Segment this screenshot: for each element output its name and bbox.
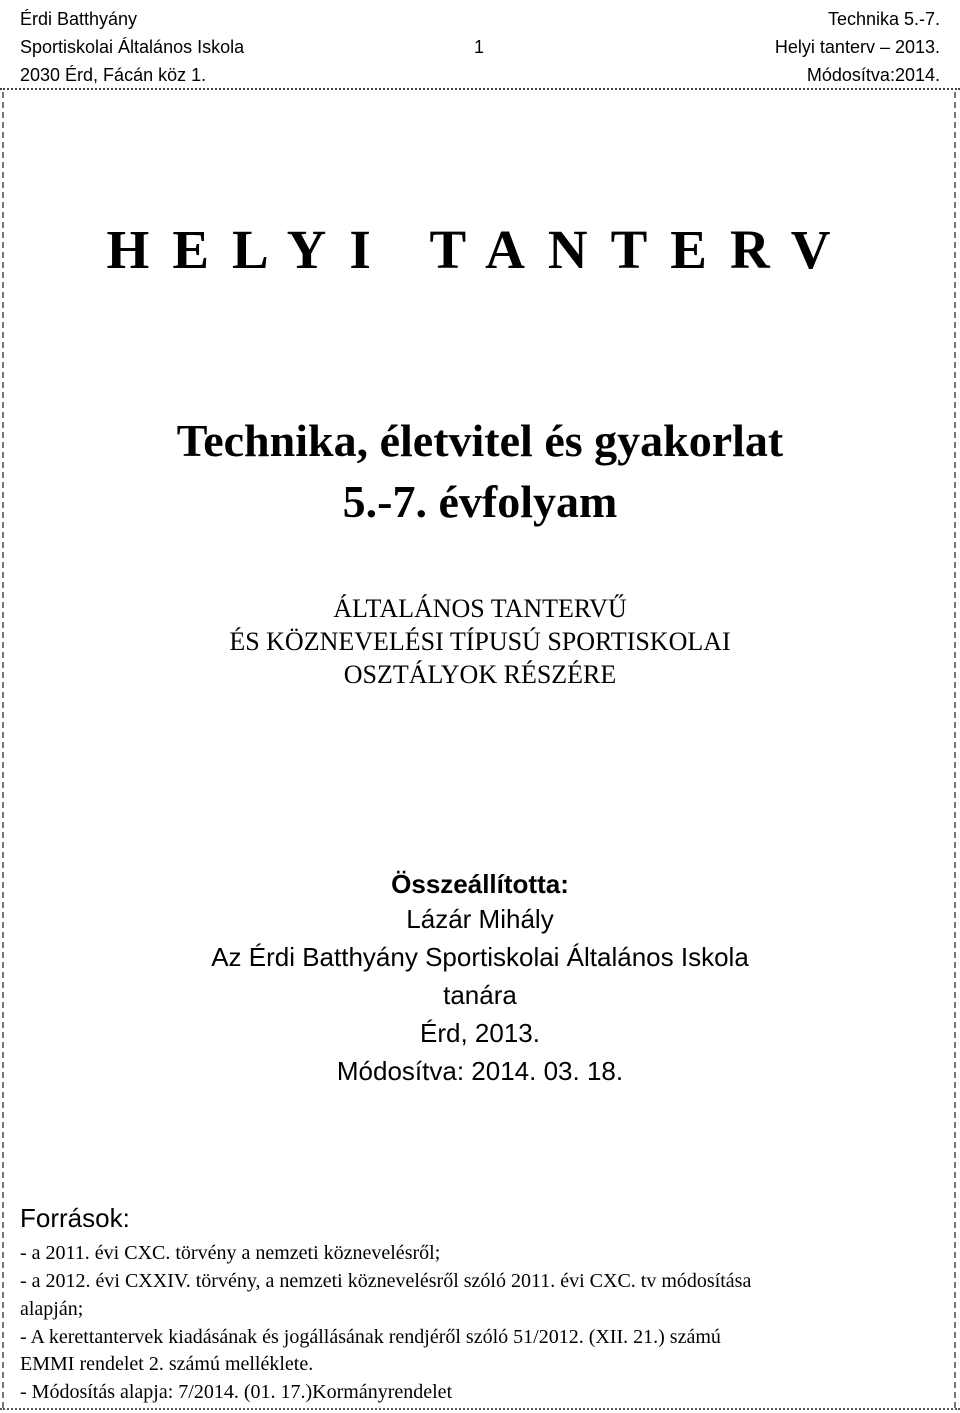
page-frame-right: [954, 92, 956, 1408]
compiled-by-label: Összeállította:: [391, 869, 569, 899]
modified-date: Módosítva: 2014. 03. 18.: [336, 1056, 624, 1086]
source-item: - a 2011. évi CXC. törvény a nemzeti köznevelésről;: [20, 1242, 441, 1264]
source-item: - Módosítás alapja: 7/2014. (01. 17.)Kormányrendelet: [20, 1381, 453, 1403]
header-subject: Technika 5.-7.: [827, 9, 940, 29]
author-name: Lázár Mihály: [406, 904, 554, 934]
header-document-type: Helyi tanterv – 2013.: [774, 37, 940, 57]
source-item: - a 2012. évi CXXIV. törvény, a nemzeti köznevelésről szóló 2011. évi CXC. tv módosítása: [20, 1270, 752, 1292]
audience-line-3: OSZTÁLYOK RÉSZÉRE: [343, 660, 617, 689]
source-item: - A kerettantervek kiadásának és jogállásának rendjéről szóló 51/2012. (XII. 21.) számú: [20, 1326, 721, 1348]
sources-heading: Források:: [20, 1203, 130, 1233]
header-modified: Módosítva:2014.: [806, 65, 940, 85]
audience-line-1: ÁLTALÁNOS TANTERVŰ: [333, 594, 627, 623]
document-title: HELYI TANTERV: [106, 219, 854, 280]
header-school-name: Érdi Batthyány: [20, 9, 138, 29]
header-page-number: 1: [474, 37, 485, 57]
subject-title: Technika, életvitel és gyakorlat: [176, 415, 784, 466]
header-divider: [0, 88, 960, 90]
page-frame-bottom: [0, 1408, 960, 1410]
author-role: tanára: [443, 980, 517, 1010]
header-school-type: Sportiskolai Általános Iskola: [20, 37, 245, 57]
place-date: Érd, 2013.: [420, 1018, 540, 1048]
page-frame-left: [2, 92, 4, 1408]
source-item: alapján;: [20, 1298, 84, 1320]
audience-line-2: ÉS KÖZNEVELÉSI TÍPUSÚ SPORTISKOLAI: [229, 627, 731, 656]
header-address: 2030 Érd, Fácán köz 1.: [20, 65, 207, 85]
author-school: Az Érdi Batthyány Sportiskolai Általános Iskola: [211, 942, 749, 972]
grade-range: 5.-7. évfolyam: [342, 476, 618, 527]
source-item: EMMI rendelet 2. számú melléklete.: [20, 1353, 314, 1375]
